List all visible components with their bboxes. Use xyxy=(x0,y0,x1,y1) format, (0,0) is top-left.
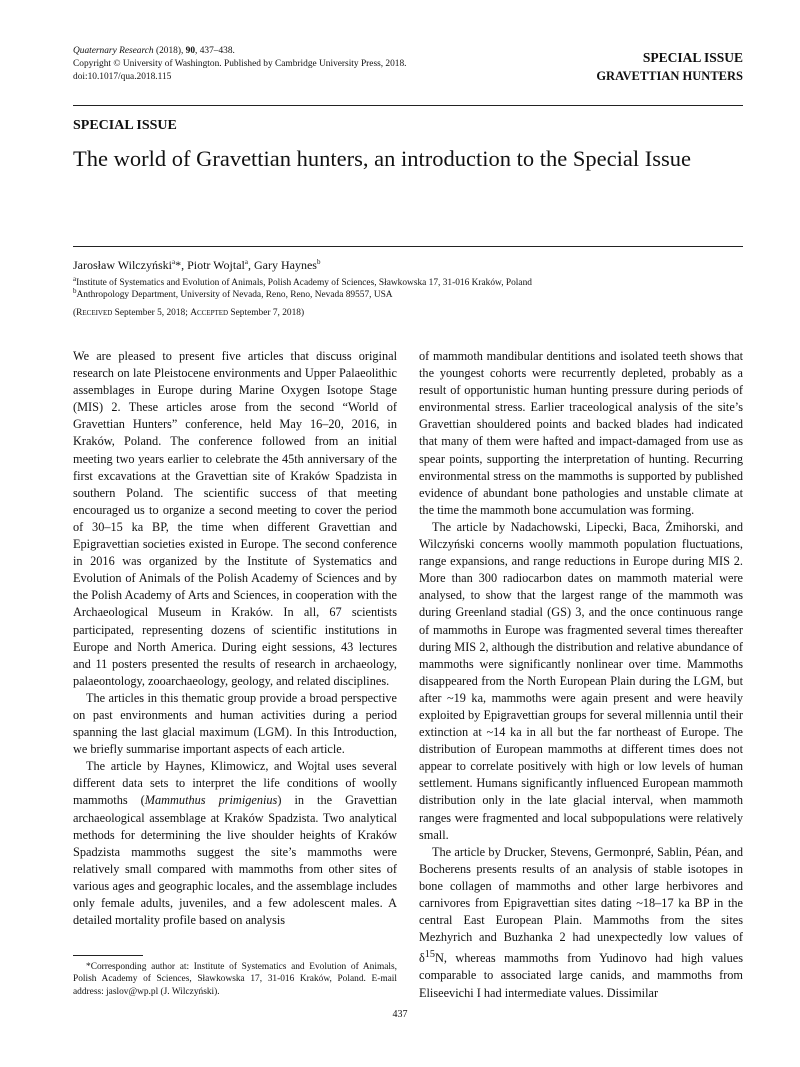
paragraph: The articles in this thematic group provide a broad perspective on past environments and human activities during a period spanning the last glacial maximum (LGM). In this Introduction, we briefly summarise important aspects of each article. xyxy=(73,690,397,757)
doi-line: doi:10.1017/qua.2018.115 xyxy=(73,72,172,82)
footnote-divider xyxy=(73,955,143,956)
header-divider xyxy=(73,105,743,106)
affiliation-a: $^a$Institute of Systematics and Evolution of Animals, Polish Academy of Sciences, Sławkowska 17, 31-016 Kraków, Poland xyxy=(73,274,532,288)
body-column-right xyxy=(419,348,743,1002)
paragraph: We are pleased to present five articles that discuss original research on late Pleistocene environments and Upper Palaeolithic assemblages in Europe during Marine Oxygen Isotope Stage (MIS) 2. These articles arose from the second “World of Gravettian Hunters” conference, held May 16–20, 2016, in Kraków, Poland. The conference followed from an initial meeting two years earlier to celebrate the 45th anniversary of the first excavations at the Gravettian site of Kraków Spadzista in southern Poland. The scientific success of that meeting encouraged us to organize a second meeting to cover the period of 30–15 ka BP, the time when different Gravettian and Epigravettian societies existed in Europe. The second conference in 2016 was organized by the Institute of Systematics and Evolution of Animals of the Polish Academy of Sciences and by the Polish Academy of Arts and Sciences, in cooperation with the Archaeological Museum in Kraków. In all, 67 scientists participated, representing dozens of scientific institutions in Europe and North America. During eight sessions, 43 lectures and 11 posters presented the results of research in archaeology, palaeontology, zooarchaeology, geology, and related disciplines. xyxy=(73,349,397,688)
corresponding-author-footnote: *Corresponding author at: Institute of Systematics and Evolution of Animals, Polish Academy of Sciences, Sławkowska 17, 31-016 Kraków, Poland. E-mail address: jaslov@wp.pl (J. Wilczyński). xyxy=(73,962,397,997)
issue-label: SPECIAL ISSUE xyxy=(642,50,743,65)
article-title: The world of Gravettian hunters, an introduction to the Special Issue xyxy=(73,146,691,171)
journal-header xyxy=(73,45,407,84)
affiliation-b: $^b$Anthropology Department, University of Nevada, Reno, Reno, Nevada 89557, USA xyxy=(73,286,393,300)
title-divider xyxy=(73,246,743,247)
author-1: Jarosław Wilczyński xyxy=(73,258,172,272)
section-label: SPECIAL ISSUE xyxy=(73,118,177,133)
page-number: 437 xyxy=(392,1009,408,1020)
issue-header xyxy=(596,48,743,85)
corresponding-marker: * xyxy=(175,258,182,272)
author-3: , Gary Haynes xyxy=(248,258,317,272)
paragraph: of mammoth mandibular dentitions and isolated teeth shows that the youngest cohorts were recurrently depleted, probably as a result of opportunistic human hunting pressure during periods of environmental stress. Earlier traceological analysis of the site’s Gravettian shouldered points and backed blades had indicated that many of them were hafted and impact-damaged from use as spear points, supporting the interpretation of hunting. Recurring environmental stress on the mammoths is supported by published evidence of abundant bone pathologies and unstable climate at the time the mammoth bone accumulation was forming. xyxy=(419,349,743,517)
copyright-line: Copyright © University of Washington. Published by Cambridge University Press, 2018. xyxy=(73,59,407,69)
paragraph: The article by Haynes, Klimowicz, and Wojtal uses several different data sets to interpret the life conditions of woolly mammoths (Mammuthus primigenius) in the Gravettian archaeological assemblage at Kraków Spadzista. Two analytical methods for determining the live shoulder heights of Kraków Spadzista mammoths suggest the site’s mammoths were relatively small compared with mammoths from other sites of various ages and geographic locales, and the assemblage includes only female adults, juveniles, and a few adolescent males. A detailed mortality profile based on analysis xyxy=(73,759,397,928)
issue-theme: GRAVETTIAN HUNTERS xyxy=(596,69,743,83)
species-name: Mammuthus primigenius xyxy=(144,793,278,808)
body-column-left xyxy=(73,348,397,929)
author-2: , Piotr Wojtal xyxy=(181,258,245,272)
author-list: Jarosław Wilczyński$^a$*, Piotr Wojtal$^a$, Gary Haynes$^b$ xyxy=(73,258,321,272)
received-accepted-dates: (Received September 5, 2018; Accepted September 7, 2018) xyxy=(73,308,305,318)
affiliations xyxy=(73,274,532,301)
paragraph: The article by Drucker, Stevens, Germonpré, Sablin, Péan, and Bocherens presents results of an analysis of stable isotopes in bone collagen of mammoths and other large herbivores and carnivores from Epigravettian sites dating ~18–17 ka BP in the central East European Plain. Mammoths from the sites Mezhyrich and Buzhanka 2 had unexpectedly low values of $\delta^{15}N$, whereas mammoths from Yudinovo had high values comparable to associated large canids, and mammoths from Eliseevichi I had intermediate values. Dissimilar xyxy=(419,844,743,1000)
journal-name: Quaternary Research xyxy=(73,46,154,56)
volume: 90 xyxy=(185,46,196,56)
paragraph: The article by Nadachowski, Lipecki, Baca, Żmihorski, and Wilczyński concerns woolly mammoth population fluctuations, range expansions, and range reductions in Europe during MIS 2. More than 300 radiocarbon dates on mammoth material were analysed, to show that the largest range of the mammoth was during Greenland stadial (GS) 3, and the once continuous range of mammoths in Europe was fragmented several times thereafter during MIS 2, although the distribution and relative abundance of mammoths were significantly nonlinear over time. Mammoths disappeared from the North European Plain during the LGM, but after ~19 ka, mammoths were again present and were heavily exploited by Epigravettian groups for several millennia until their extinction at ~14 ka in all but the far northeast of Europe. The distribution of European mammoths at different times does not appear to correlate positively with high or low levels of human settlement. Humans significantly influenced European mammoth distribution only in the late glacial interval, when mammoth ranges were fragmented and local subpopulations were relatively small. xyxy=(419,519,743,842)
citation-line: Quaternary Research (2018), 90, 437–438. xyxy=(73,46,235,56)
